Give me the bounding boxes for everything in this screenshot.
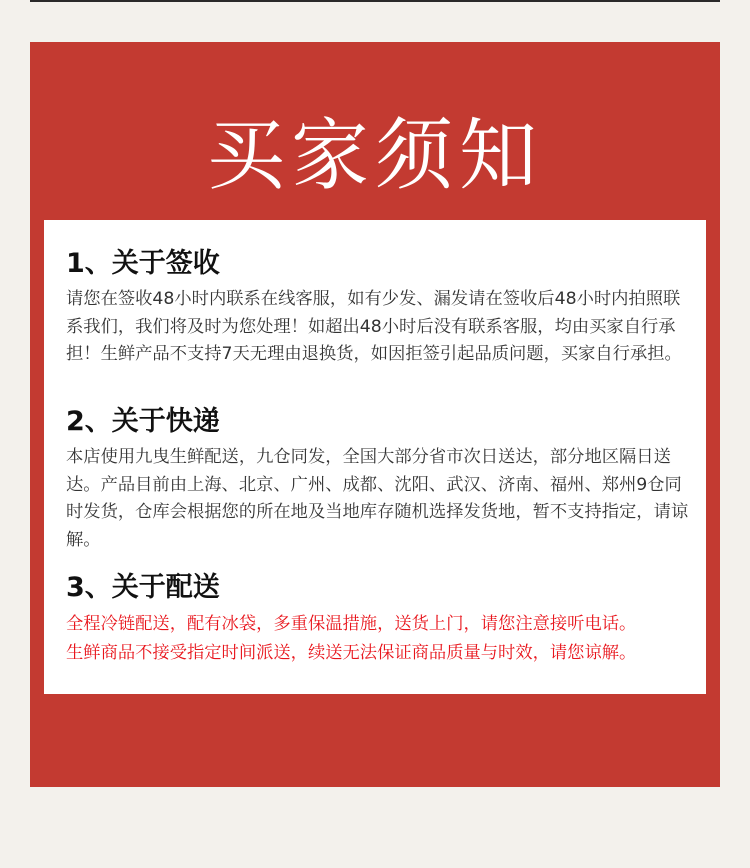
section-heading: 2、关于快递 bbox=[66, 406, 220, 437]
section-text: 请您在签收48小时内联系在线客服，如有少发、漏发请在签收后48小时内拍照联系我们，我们将及时为您处理！如超出48小时后没有联系客服，均由买家自行承担！生鲜产品不支持7天无理由退换货，如因拒签引起品质问题，买家自行承担。 bbox=[66, 289, 682, 364]
top-divider bbox=[30, 0, 720, 2]
section-express bbox=[66, 402, 694, 554]
section-text: 本店使用九曳生鲜配送，九仓同发，全国大部分省市次日送达，部分地区隔日送达。产品目前由上海、北京、广州、成都、沈阳、武汉、济南、福州、郑州9仓同时发货，仓库会根据您的所在地及当地库存随机选择发货地，暂不支持指定，请谅解。 bbox=[66, 447, 689, 550]
section-receipt bbox=[66, 244, 694, 369]
delivery-note-line: 生鲜商品不接受指定时间派送，续送无法保证商品质量与时效，请您谅解。 bbox=[66, 643, 637, 663]
page-title: 买家须知 bbox=[206, 111, 543, 201]
delivery-note-line: 全程冷链配送，配有冰袋，多重保温措施，送货上门，请您注意接听电话。 bbox=[66, 614, 637, 634]
section-heading: 1、关于签收 bbox=[66, 248, 220, 279]
section-heading: 3、关于配送 bbox=[66, 572, 220, 603]
notice-card bbox=[44, 220, 706, 694]
section-delivery bbox=[66, 568, 694, 668]
